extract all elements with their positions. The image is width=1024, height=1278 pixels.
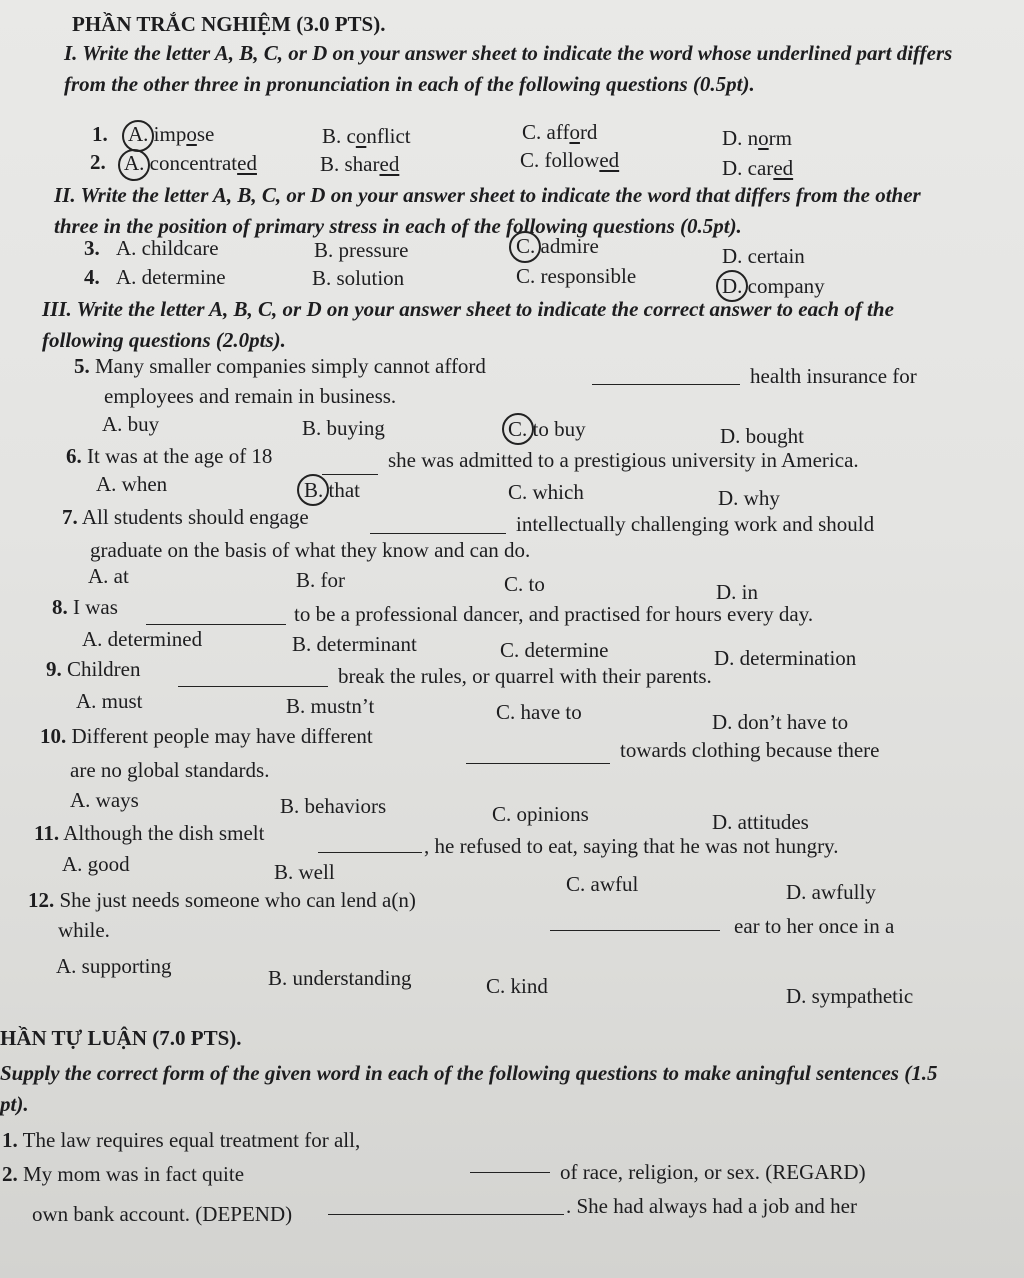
q11-line1-end: , he refused to eat, saying that he was not hungry. [424,834,839,858]
q2-answer-circle [118,149,150,181]
p2-q1-blank [470,1154,550,1173]
q4-option-d: D. company [722,274,825,298]
q3-option-c: C. admire [516,234,599,258]
q5-option-c: C. to buy [508,417,586,441]
q10-line1-end: towards clothing because there [620,738,880,762]
q12-blank [550,912,720,931]
q1-option-a: A. impose [128,122,215,146]
q5-line1: 5. Many smaller companies simply cannot afford [74,354,486,378]
q6-line1: 6. It was at the age of 18 [66,444,273,468]
q12-line2: while. [58,918,110,942]
part2-heading: Supply the correct form of the given word in each of the following questions to make aningful sentences (1.5 pt). [0,1061,938,1116]
q1-number: 1. [92,122,108,146]
q11-option-c: C. awful [566,872,639,896]
q4-option-b: B. solution [312,266,405,290]
q9-line1: 9. Children [46,657,141,681]
q9-option-d: D. don’t have to [712,710,849,734]
q10-option-c: C. opinions [492,802,589,826]
q11-line1: 11. Although the dish smelt [34,821,265,845]
q6-blank [322,456,378,475]
q5-option-a: A. buy [102,412,160,436]
section3-heading: III. Write the letter A, B, C, or D on your answer sheet to indicate the correct answer to each of the following questions (2.0pts). [42,297,894,352]
q2-number: 2. [90,150,106,174]
p2-q2-blank [328,1196,564,1215]
q6-option-b: B. that [304,478,360,502]
q7-line1-end: intellectually challenging work and should [516,512,875,536]
q5-blank [592,366,740,385]
p2-q2-line1: 2. My mom was in fact quite [2,1162,245,1186]
q10-option-d: D. attitudes [712,810,809,834]
q6-option-d: D. why [718,486,780,510]
p2-q2-line2: own bank account. (DEPEND) [32,1202,293,1226]
q1-option-d: D. norm [722,126,792,150]
q1-option-c: C. afford [522,120,598,144]
q5-option-b: B. buying [302,416,385,440]
section2-heading: II. Write the letter A, B, C, or D on your answer sheet to indicate the word that differs from the other three in the position of primary stress in each of the following questions (0.5pt). [54,183,921,238]
q9-option-a: A. must [76,689,143,713]
q8-line1-end: to be a professional dancer, and practised for hours every day. [294,602,814,626]
q5-answer-circle [502,413,534,445]
q3-option-a: A. childcare [116,236,219,260]
q5-line2: employees and remain in business. [104,384,397,408]
p2-q2-line1-end: . She had always had a job and her [566,1194,857,1218]
q12-option-a: A. supporting [56,954,172,978]
q10-line1: 10. Different people may have different [40,724,373,748]
q3-option-d: D. certain [722,244,805,268]
q1-answer-circle [122,120,154,152]
q7-line1: 7. All students should engage [62,505,309,529]
q9-line1-end: break the rules, or quarrel with their parents. [338,664,712,688]
q10-option-b: B. behaviors [280,794,387,818]
q8-option-d: D. determination [714,646,857,670]
q12-option-d: D. sympathetic [786,984,914,1008]
q2-option-b: B. shared [320,152,400,176]
part2-title: HẦN TỰ LUẬN (7.0 PTS). [0,1026,242,1050]
q6-line1-end: she was admitted to a prestigious university in America. [388,448,859,472]
q2-option-c: C. followed [520,148,620,172]
q7-option-c: C. to [504,572,545,596]
q2-option-d: D. cared [722,156,794,180]
q12-line1-end: ear to her once in a [734,914,895,938]
q8-line1: 8. I was [52,595,118,619]
q12-line1: 12. She just needs someone who can lend a(n) [28,888,416,912]
q5-line1-end: health insurance for [750,364,917,388]
p2-q1-line-end: of race, religion, or sex. (REGARD) [560,1160,866,1184]
q7-blank [370,515,506,534]
q4-option-c: C. responsible [516,264,637,288]
q7-line2: graduate on the basis of what they know and can do. [90,538,531,562]
q6-option-a: A. when [96,472,168,496]
q8-option-b: B. determinant [292,632,417,656]
q4-number: 4. [84,265,100,289]
q5-option-d: D. bought [720,424,804,448]
q10-line2: are no global standards. [70,758,270,782]
q11-option-a: A. good [62,852,130,876]
q9-blank [178,668,328,687]
q4-option-a: A. determine [116,265,226,289]
q12-option-c: C. kind [486,974,548,998]
q10-option-a: A. ways [70,788,139,812]
q2-option-a: A. concentrated [124,151,257,175]
section1-heading: I. Write the letter A, B, C, or D on your answer sheet to indicate the word whose underlined part differs from the other three in pronunciation in each of the following questions (0.5pt). [64,41,953,96]
q9-option-b: B. mustn’t [286,694,375,718]
q7-option-a: A. at [88,564,129,588]
q6-option-c: C. which [508,480,584,504]
q7-option-b: B. for [296,568,345,592]
q1-option-b: B. conflict [322,124,411,148]
q3-answer-circle [509,231,541,263]
q3-option-b: B. pressure [314,238,409,262]
q8-option-c: C. determine [500,638,609,662]
q6-answer-circle [297,474,329,506]
q8-blank [146,606,286,625]
q11-blank [318,834,422,853]
q9-option-c: C. have to [496,700,582,724]
q3-number: 3. [84,236,100,260]
q11-option-b: B. well [274,860,335,884]
q12-option-b: B. understanding [268,966,412,990]
q7-option-d: D. in [716,580,758,604]
q8-option-a: A. determined [82,627,203,651]
p2-q1-line: 1. The law requires equal treatment for all, [2,1128,361,1152]
q11-option-d: D. awfully [786,880,876,904]
part1-title: PHẦN TRẮC NGHIỆM (3.0 PTS). [72,12,386,36]
q10-blank [466,745,610,764]
